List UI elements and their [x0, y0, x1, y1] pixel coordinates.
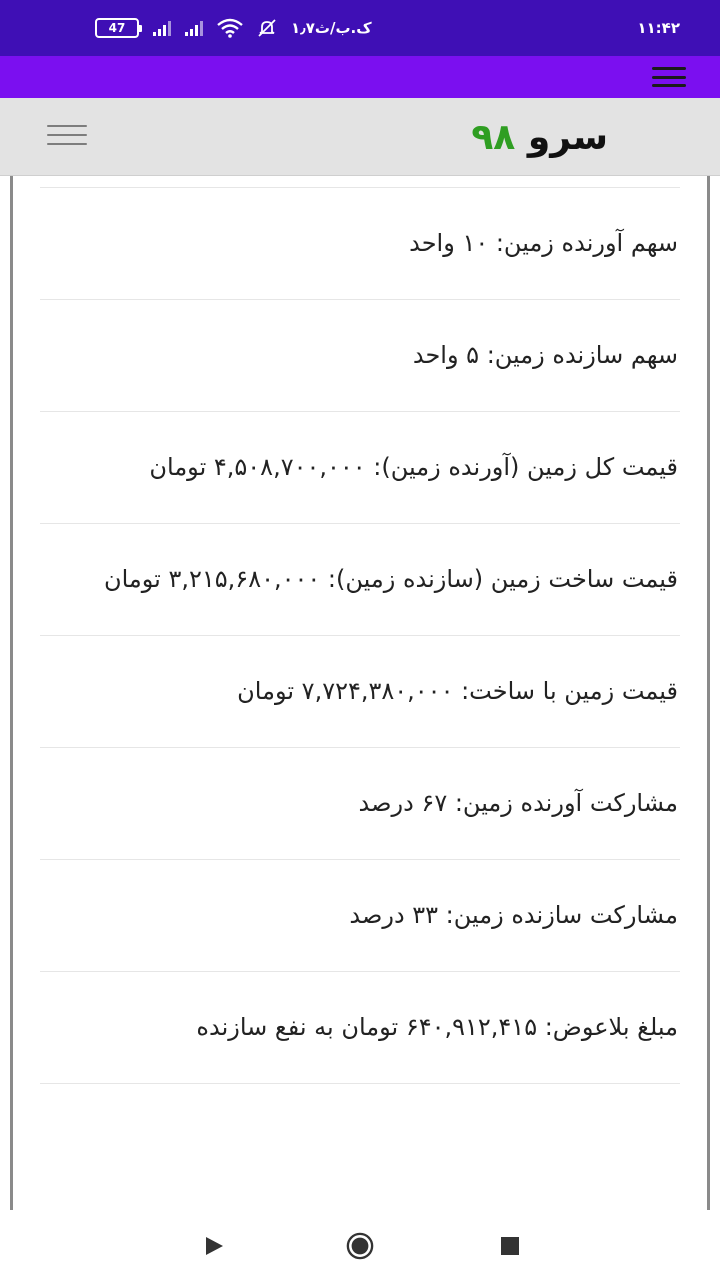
battery-level: 47 [108, 21, 126, 35]
battery-icon [95, 18, 139, 38]
clock: ۱۱:۴۲ [637, 19, 680, 37]
status-icons [95, 18, 372, 38]
system-nav-bar [0, 1210, 720, 1280]
nav-recents-button[interactable] [496, 1232, 524, 1260]
site-header [0, 98, 720, 176]
wifi-icon [217, 18, 243, 38]
info-item-free-payment: مبلغ بلاعوض: ۶۴۰,۹۱۲,۴۱۵ تومان به نفع سازنده [40, 972, 680, 1084]
nav-back-button[interactable] [200, 1232, 228, 1260]
back-triangle-icon [203, 1235, 225, 1257]
info-item-construction-price: قیمت ساخت زمین (سازنده زمین): ۳,۲۱۵,۶۸۰,۰۰۰ تومان [40, 524, 680, 636]
info-item-builder-share: سهم سازنده زمین: ۵ واحد [40, 300, 680, 412]
info-item-land-owner-participation: مشارکت آورنده زمین: ۶۷ درصد [40, 748, 680, 860]
info-item-land-owner-share: سهم آورنده زمین: ۱۰ واحد [40, 188, 680, 300]
info-item-land-with-construction-price: قیمت زمین با ساخت: ۷,۷۲۴,۳۸۰,۰۰۰ تومان [40, 636, 680, 748]
logo-number: ۹۸ [471, 117, 516, 158]
divider [40, 176, 680, 188]
content-panel [10, 176, 710, 1210]
site-menu-icon[interactable] [47, 125, 87, 145]
info-list [40, 176, 680, 1084]
signal-icon [153, 20, 171, 36]
recents-square-icon [499, 1235, 521, 1257]
app-bar [0, 56, 720, 98]
network-speed: ۱٫۷ک.ب/ث [291, 19, 372, 37]
info-item-builder-participation: مشارکت سازنده زمین: ۳۳ درصد [40, 860, 680, 972]
logo-word: سرو [527, 117, 608, 158]
site-logo[interactable] [471, 116, 608, 160]
info-item-total-land-price: قیمت کل زمین (آورنده زمین): ۴,۵۰۸,۷۰۰,۰۰۰ تومان [40, 412, 680, 524]
mute-bell-icon [257, 18, 277, 38]
home-circle-icon [346, 1231, 374, 1261]
nav-home-button[interactable] [346, 1232, 374, 1260]
app-menu-icon[interactable] [652, 67, 686, 87]
status-bar [0, 0, 720, 56]
signal-icon-2 [185, 20, 203, 36]
